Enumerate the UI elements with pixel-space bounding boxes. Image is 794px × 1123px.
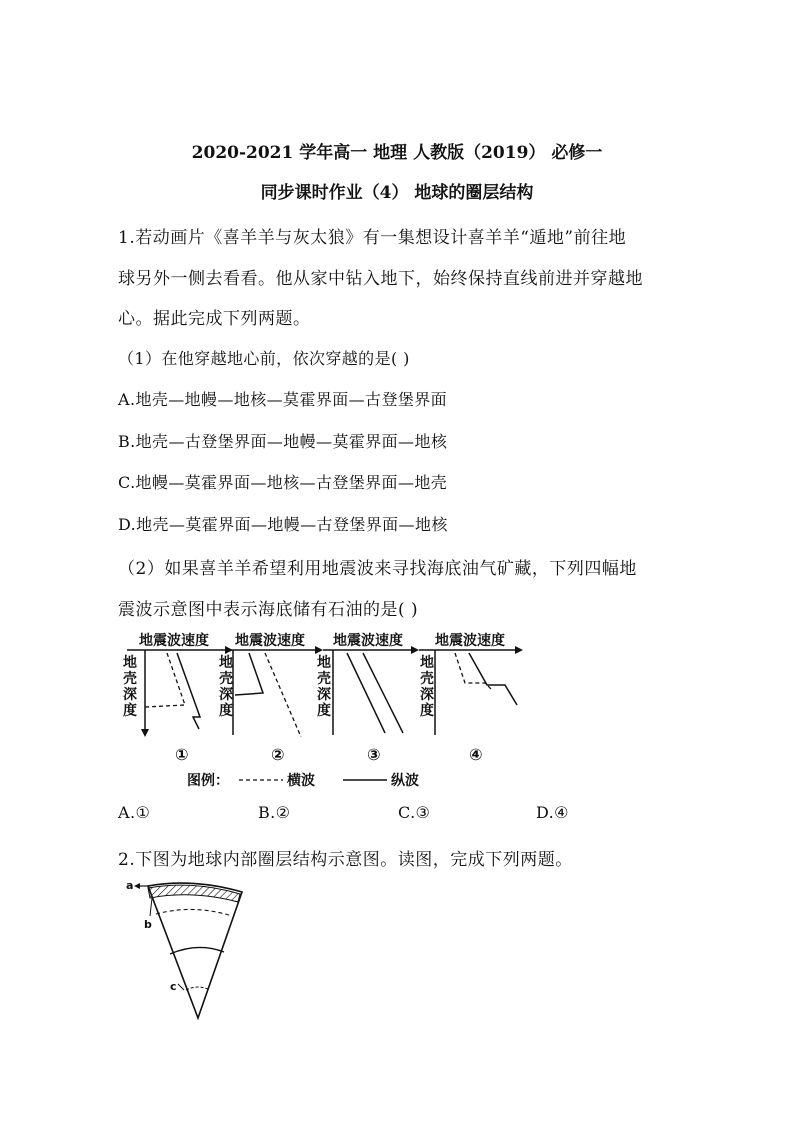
q1-sub2-option-d: D.④ bbox=[536, 803, 569, 822]
svg-text:深: 深 bbox=[317, 687, 331, 703]
svg-text:度: 度 bbox=[219, 703, 233, 719]
svg-text:壳: 壳 bbox=[420, 671, 434, 687]
legend-prefix: 图例： bbox=[187, 773, 229, 789]
q1-sub2-option-b: B.② bbox=[258, 803, 291, 822]
panel-4-number: ④ bbox=[469, 745, 483, 764]
q1-sub2-prompt-line1: （2）如果喜羊羊希望利用地震波来寻找海底油气矿藏，下列四幅地 bbox=[118, 559, 637, 579]
figure-legend bbox=[187, 772, 419, 789]
q1-sub2-option-c: C.③ bbox=[398, 803, 431, 822]
panel-3-x-label: 地震波速度 bbox=[333, 633, 403, 649]
svg-text:深: 深 bbox=[123, 687, 137, 703]
doc-title-line1: 2020-2021 学年高一 地理 人教版（2019） 必修一 bbox=[191, 143, 603, 163]
svg-text:地: 地 bbox=[317, 655, 331, 671]
svg-text:地: 地 bbox=[123, 655, 137, 671]
seismic-wave-figure bbox=[115, 625, 535, 795]
panel-2-number: ② bbox=[271, 745, 285, 764]
q1-sub1-option-c: C.地幔—莫霍界面—地核—古登堡界面—地壳 bbox=[118, 473, 448, 492]
panel-4-p-wave bbox=[469, 653, 517, 705]
label-a: a bbox=[126, 879, 134, 892]
panel-3 bbox=[317, 632, 419, 764]
panel-4-x-label: 地震波速度 bbox=[435, 633, 505, 649]
q1-stem-line1: 1.若动画片《喜羊羊与灰太狼》有一集想设计喜羊羊“遁地”前往地 bbox=[118, 228, 627, 248]
svg-text:壳: 壳 bbox=[219, 671, 233, 687]
panel-4 bbox=[419, 632, 523, 764]
svg-text:深: 深 bbox=[420, 687, 434, 703]
earth-structure-figure bbox=[118, 872, 258, 1022]
q1-stem-line3: 心。据此完成下列两题。 bbox=[118, 309, 311, 329]
panel-2-p-wave bbox=[235, 653, 263, 695]
q1-sub1-option-d: D.地壳—莫霍界面—地幔—古登堡界面—地核 bbox=[118, 515, 448, 534]
svg-text:地: 地 bbox=[219, 655, 233, 671]
panel-1-p-wave bbox=[177, 653, 200, 729]
panel-1 bbox=[123, 632, 233, 764]
panel-3-number: ③ bbox=[367, 745, 381, 764]
panel-1-s-wave bbox=[145, 653, 185, 707]
svg-text:壳: 壳 bbox=[123, 671, 137, 687]
q1-sub2-option-a: A.① bbox=[118, 803, 151, 822]
q2-stem: 2.下图为地球内部圈层结构示意图。读图，完成下列两题。 bbox=[118, 850, 573, 870]
q1-sub1-prompt: （1）在他穿越地心前，依次穿越的是( ) bbox=[118, 349, 410, 368]
svg-text:深: 深 bbox=[219, 687, 233, 703]
legend-dashed-label: 横波 bbox=[287, 773, 315, 789]
label-c: c bbox=[170, 980, 177, 993]
panel-3-wave-2 bbox=[363, 653, 403, 733]
q1-stem-line2: 球另外一侧去看看。他从家中钻入地下，始终保持直线前进并穿越地 bbox=[118, 269, 643, 289]
q1-sub2-prompt-line2: 震波示意图中表示海底储有石油的是( ) bbox=[118, 600, 419, 620]
panel-3-wave-1 bbox=[347, 653, 385, 733]
panel-2-s-wave bbox=[265, 653, 301, 737]
panel-2-x-label: 地震波速度 bbox=[235, 633, 305, 649]
q1-sub1-option-b: B.地壳—古登堡界面—地幔—莫霍界面—地核 bbox=[118, 432, 448, 451]
svg-text:地: 地 bbox=[420, 655, 434, 671]
panel-2 bbox=[219, 632, 323, 764]
panel-1-x-label: 地震波速度 bbox=[139, 633, 209, 649]
legend-solid-label: 纵波 bbox=[391, 773, 419, 789]
svg-text:壳: 壳 bbox=[317, 671, 331, 687]
svg-text:度: 度 bbox=[317, 703, 331, 719]
label-b: b bbox=[144, 918, 152, 931]
panel-1-number: ① bbox=[175, 745, 189, 764]
doc-title-line2: 同步课时作业（4） 地球的圈层结构 bbox=[260, 183, 534, 203]
svg-text:度: 度 bbox=[420, 703, 434, 719]
svg-text:度: 度 bbox=[123, 703, 137, 719]
q1-sub1-option-a: A.地壳—地幔—地核—莫霍界面—古登堡界面 bbox=[118, 390, 448, 409]
